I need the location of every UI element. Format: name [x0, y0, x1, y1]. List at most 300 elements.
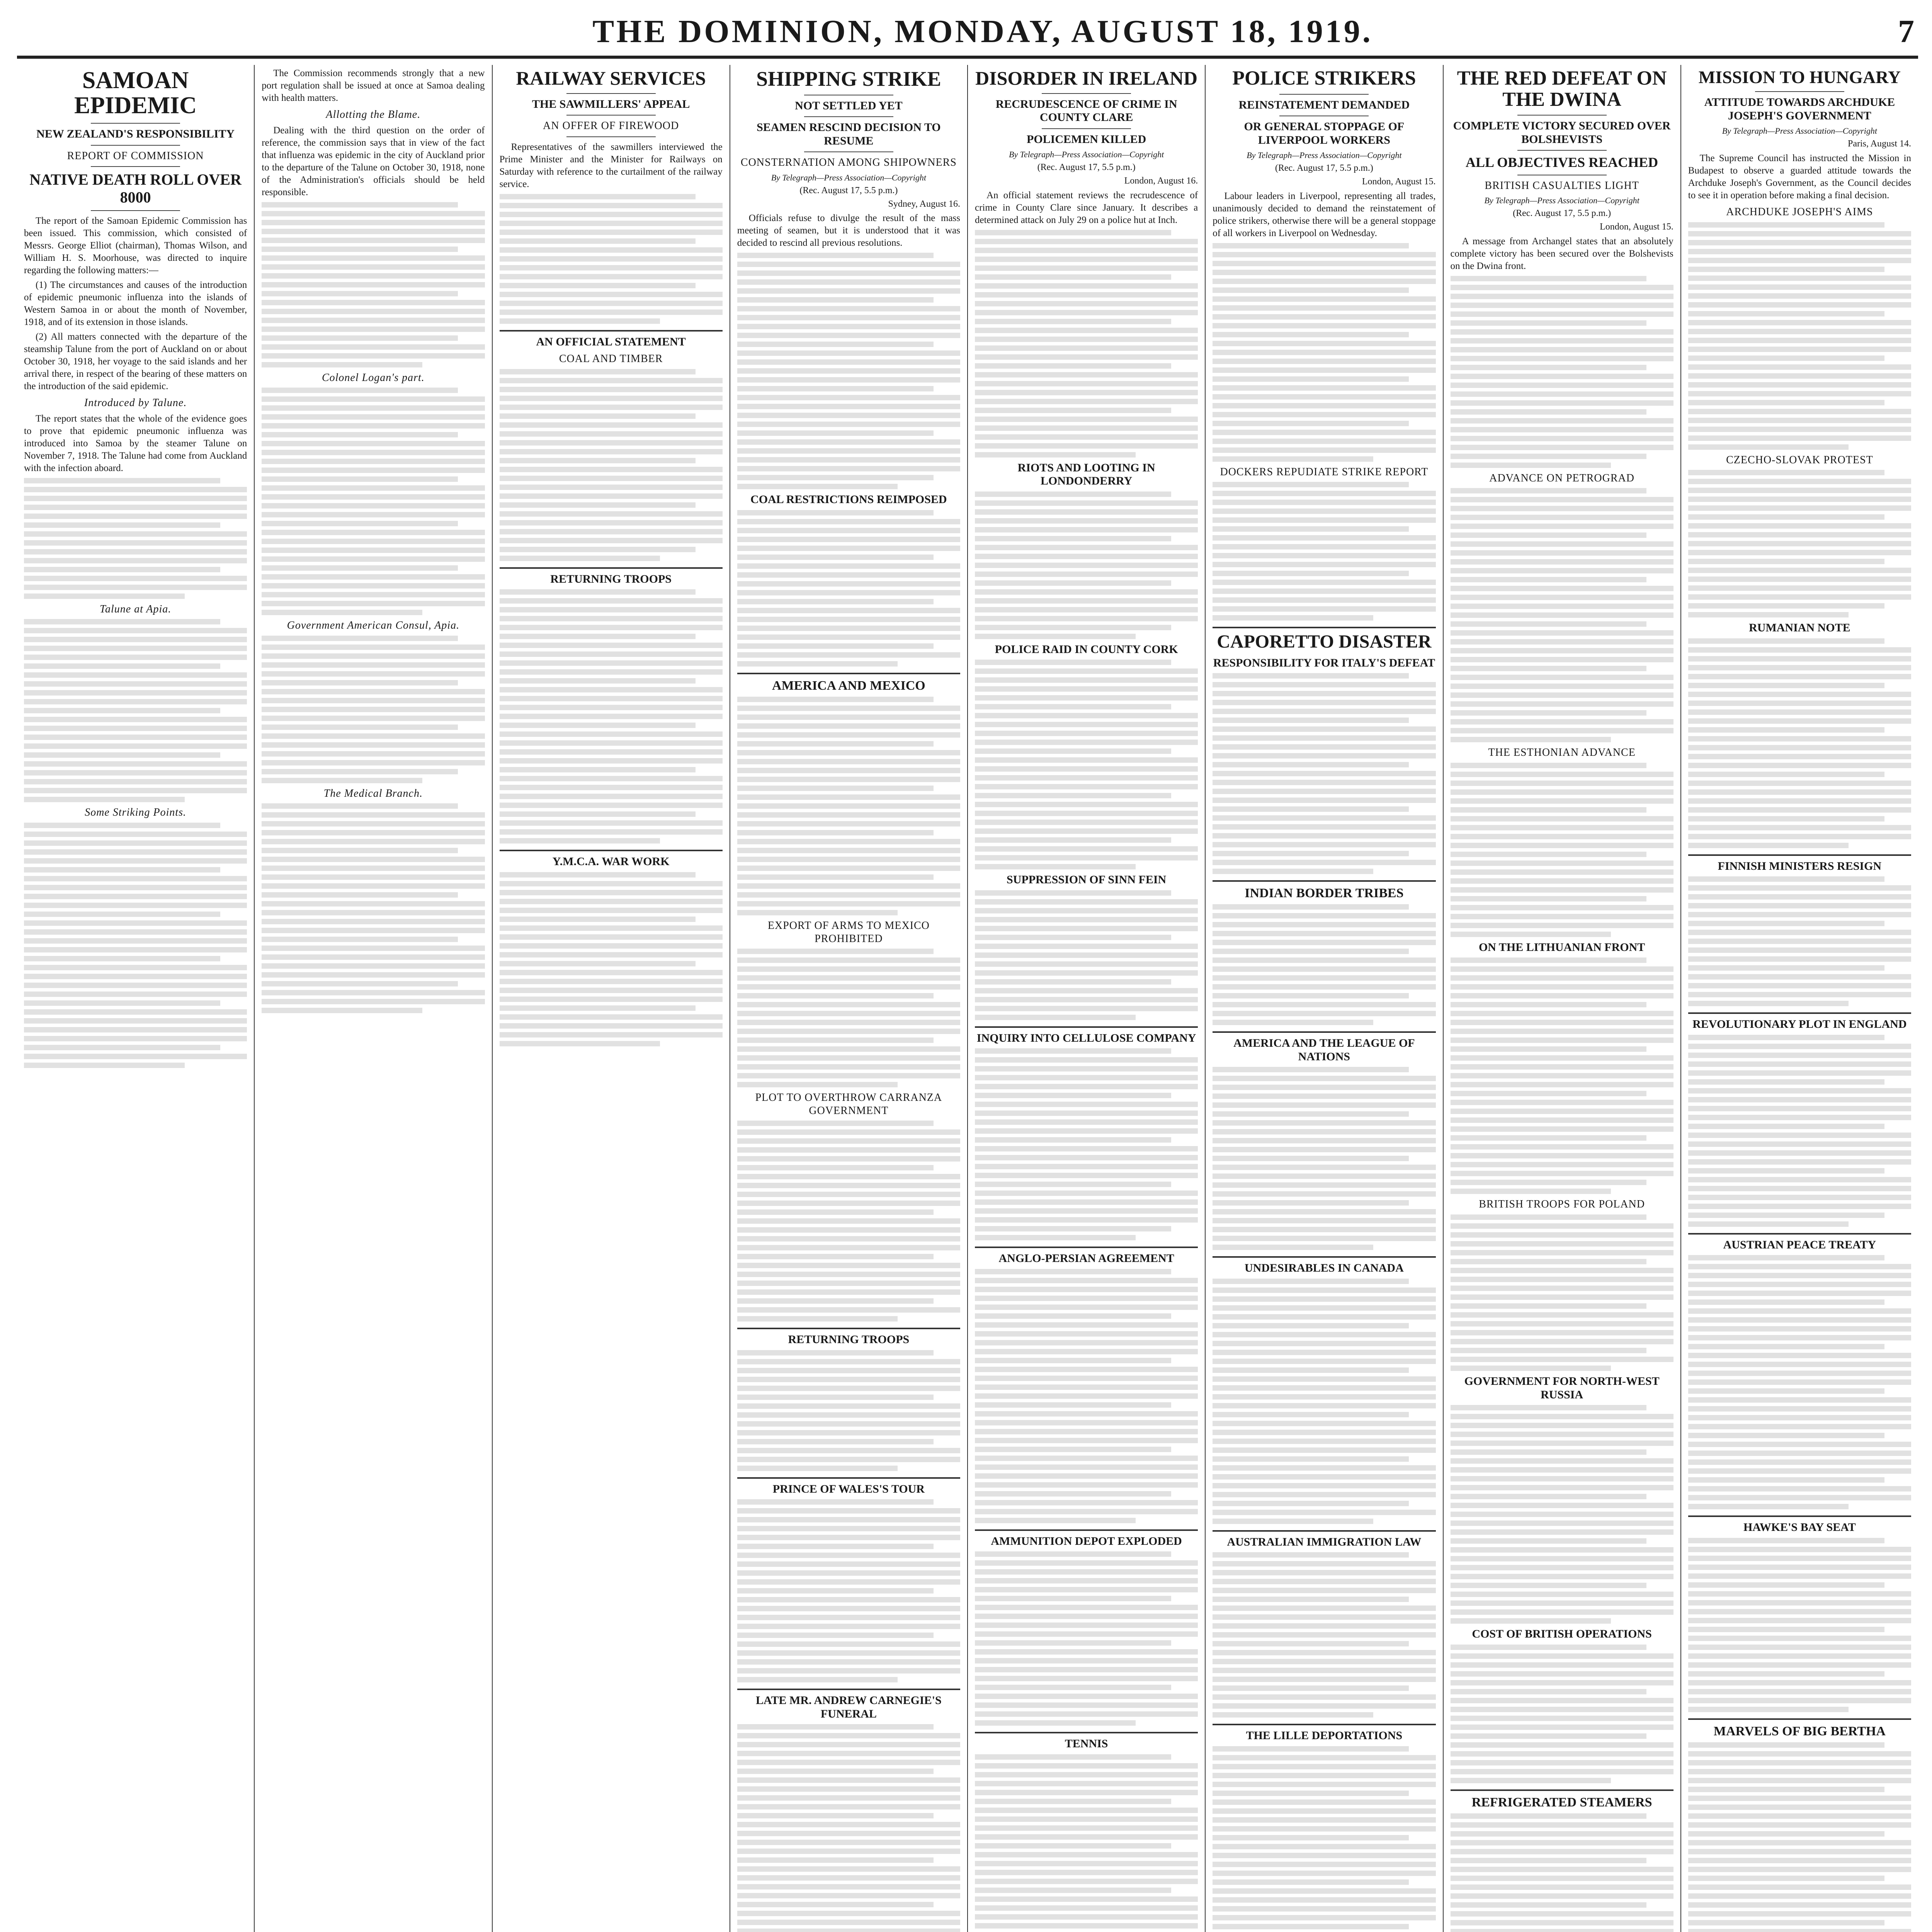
text-line: [1688, 965, 1884, 971]
text-line: [1213, 869, 1373, 874]
text-line: [1688, 912, 1911, 917]
text-line: [737, 1668, 960, 1673]
text-line: [1688, 1751, 1911, 1757]
text-line: [1213, 833, 1435, 838]
text-line: [737, 1307, 960, 1313]
text-line: [975, 1754, 1171, 1760]
subhead-petrograd: ADVANCE ON PETROGRAD: [1489, 472, 1634, 484]
text-line: [262, 972, 485, 978]
text-line: [500, 310, 723, 315]
text-line: [1451, 1189, 1611, 1194]
text-line: [975, 899, 1198, 905]
text-line: [500, 230, 723, 235]
text-line: [737, 1570, 960, 1576]
text-line: [1451, 1414, 1673, 1419]
text-line: [975, 1482, 1198, 1488]
text-line: [1688, 222, 1884, 228]
body-text-block: [1451, 1214, 1673, 1371]
text-line: [500, 785, 723, 790]
text-line: [1688, 1273, 1911, 1278]
text-line: [1451, 798, 1673, 804]
text-line: [1451, 1556, 1673, 1561]
text-line: [24, 876, 247, 881]
text-line: [1213, 1579, 1435, 1584]
text-line: [262, 255, 485, 261]
text-line: [737, 1386, 960, 1391]
text-line: [1688, 638, 1884, 644]
text-line: [262, 892, 458, 898]
article-paragraph: The report states that the whole of the evidence goes to prove that epidemic pneumonic influenza was introduced into Samoa by the steamer Talune on November 7, 1918. The Talune had come from Auckland with the infection aboard.: [24, 413, 247, 473]
text-line: [737, 786, 934, 791]
text-line: [1451, 1902, 1647, 1908]
text-line: [1451, 1529, 1673, 1535]
text-line: [737, 1606, 960, 1611]
text-line: [1451, 1609, 1673, 1615]
text-line: [1451, 1082, 1673, 1087]
section-heading: Colonel Logan's part.: [321, 371, 425, 384]
text-line: [500, 194, 696, 199]
text-line: [975, 1015, 1136, 1020]
headline-aus-immigration: AUSTRALIAN IMMIGRATION LAW: [1227, 1535, 1422, 1548]
text-line: [1213, 323, 1435, 328]
text-line: [737, 590, 960, 595]
text-line: [975, 1518, 1136, 1523]
subhead-not-settled: NOT SETTLED YET: [795, 99, 903, 112]
text-line: [262, 309, 485, 314]
text-line: [737, 1272, 960, 1277]
text-line: [1213, 447, 1435, 453]
text-line: [1451, 1680, 1673, 1685]
text-line: [975, 1358, 1171, 1363]
text-line: [737, 342, 934, 347]
text-line: [737, 439, 960, 445]
text-line: [1688, 1388, 1884, 1394]
text-line: [1451, 463, 1611, 468]
headline-caporetto: CAPORETTO DISASTER: [1217, 631, 1432, 652]
text-line: [1451, 418, 1673, 423]
text-line: [1688, 541, 1911, 546]
text-line: [975, 926, 1198, 931]
text-line: [262, 344, 485, 350]
text-line: [500, 292, 723, 297]
text-line: [975, 390, 1198, 395]
text-line: [1688, 1353, 1911, 1358]
text-line: [1451, 692, 1673, 698]
text-line: [1451, 347, 1673, 352]
text-line: [1688, 1344, 1884, 1349]
text-line: [24, 752, 220, 758]
text-line: [1688, 1124, 1884, 1129]
text-line: [1451, 1760, 1673, 1765]
text-line: [975, 518, 1198, 524]
text-line: [1213, 1296, 1435, 1302]
text-line: [500, 881, 723, 886]
text-line: [262, 910, 485, 915]
text-line: [737, 741, 934, 747]
article-paragraph: An official statement reviews the recrudescence of crime in County Clare since January. It describes a determined attack on July 29 on a police hut at Inch.: [975, 190, 1198, 225]
text-line: [737, 626, 960, 631]
text-line: [1451, 1467, 1673, 1473]
text-line: [1213, 1703, 1435, 1709]
text-line: [262, 476, 458, 482]
text-line: [737, 1857, 934, 1863]
text-line: [975, 1473, 1198, 1479]
subhead-objectives: ALL OBJECTIVES REACHED: [1466, 155, 1658, 170]
text-line: [1213, 606, 1435, 612]
body-text-block: [1688, 1538, 1911, 1712]
text-line: [24, 956, 220, 961]
text-line: [1688, 772, 1884, 777]
headline-tennis: TENNIS: [1065, 1737, 1108, 1750]
text-line: [1213, 296, 1435, 302]
text-line: [500, 899, 723, 904]
text-line: [1451, 932, 1611, 937]
text-line: [975, 1199, 1198, 1205]
text-line: [737, 1350, 934, 1355]
text-line: [975, 589, 1198, 595]
text-line: [1213, 798, 1435, 803]
text-line: [737, 1002, 960, 1007]
text-line: [500, 458, 696, 463]
text-line: [262, 698, 485, 703]
text-line: [1688, 559, 1884, 564]
subhead-casualties: BRITISH CASUALTIES LIGHT: [1485, 179, 1639, 192]
text-line: [737, 1298, 934, 1304]
body-text-block: [737, 510, 960, 667]
text-line: [500, 212, 723, 217]
place-line: London, August 16.: [1124, 175, 1198, 186]
text-line: [737, 404, 960, 409]
text-line: [1688, 1556, 1911, 1561]
text-line: [737, 1046, 960, 1052]
body-text-block: [24, 619, 247, 802]
text-line: [1213, 851, 1409, 856]
text-line: [1213, 1597, 1409, 1602]
text-line: [737, 1439, 934, 1444]
text-line: [500, 265, 723, 270]
text-line: [1451, 374, 1673, 379]
text-line: [975, 668, 1198, 674]
text-line: [737, 1517, 960, 1522]
text-line: [262, 556, 485, 562]
text-line: [975, 1384, 1198, 1390]
text-line: [1451, 1618, 1611, 1624]
text-line: [975, 944, 1198, 949]
text-line: [737, 848, 960, 853]
text-line: [262, 459, 485, 464]
text-line: [1213, 588, 1435, 594]
text-line: [975, 1491, 1171, 1497]
text-line: [500, 678, 696, 684]
text-line: [500, 318, 660, 324]
text-line: [1451, 1073, 1673, 1078]
text-line: [1688, 1680, 1911, 1685]
text-line: [1451, 1565, 1673, 1570]
text-line: [1688, 293, 1911, 299]
text-line: [975, 1438, 1198, 1443]
text-line: [1688, 1742, 1884, 1748]
text-line: [975, 1905, 1198, 1911]
text-line: [975, 239, 1198, 244]
text-line: [1451, 356, 1673, 361]
text-line: [1451, 1929, 1673, 1932]
text-line: [1213, 615, 1373, 621]
section-heading: Introduced by Talune.: [84, 397, 187, 409]
text-line: [737, 617, 960, 622]
text-line: [975, 1084, 1198, 1089]
text-line: [975, 1066, 1198, 1071]
text-line: [975, 1376, 1198, 1381]
text-line: [1213, 1924, 1409, 1929]
text-line: [737, 643, 934, 649]
text-line: [1213, 500, 1435, 505]
text-line: [1688, 427, 1911, 432]
text-line: [1451, 1286, 1673, 1291]
text-line: [737, 1121, 934, 1126]
text-line: [1451, 781, 1673, 786]
text-line: [737, 910, 898, 915]
text-line: [1213, 1773, 1435, 1778]
text-line: [1451, 984, 1673, 990]
text-line: [24, 646, 247, 651]
text-line: [500, 740, 723, 746]
headline-returning-troops: RETURNING TROOPS: [788, 1333, 910, 1346]
text-line: [737, 652, 960, 658]
text-line: [262, 396, 485, 402]
headline-police-strikers: POLICE STRIKERS: [1232, 67, 1416, 89]
text-line: [975, 1605, 1198, 1610]
body-text-block: [1451, 1405, 1673, 1624]
headline-indian-border: INDIAN BORDER TRIBES: [1245, 886, 1404, 901]
text-line: [737, 1751, 960, 1756]
text-line: [1451, 1405, 1647, 1410]
text-line: [737, 1786, 960, 1792]
text-line: [262, 494, 485, 500]
text-line: [1688, 1565, 1911, 1570]
article-paragraph: The Supreme Council has instructed the Mission in Budapest to observe a guarded attitude towards the Archduke Joseph's Government, as the Council decides to see it in operation before making a final decision.: [1688, 153, 1911, 201]
text-line: [262, 432, 458, 437]
body-text-block: [1451, 276, 1673, 468]
text-line: [24, 832, 247, 837]
text-line: [1451, 1002, 1647, 1007]
text-line: [1213, 1552, 1409, 1558]
text-line: [737, 777, 960, 782]
text-line: [262, 335, 458, 341]
headline-ymca: Y.M.C.A. WAR WORK: [552, 855, 670, 868]
text-line: [1688, 1291, 1911, 1296]
text-line: [975, 1763, 1198, 1769]
text-line: [1688, 930, 1911, 935]
text-line: [1688, 1379, 1911, 1385]
text-line: [24, 487, 247, 492]
masthead-title: THE DOMINION, MONDAY, AUGUST 18, 1919.: [592, 14, 1373, 49]
text-line: [737, 546, 960, 551]
text-line: [975, 1217, 1198, 1223]
text-line: [500, 731, 723, 737]
text-line: [1688, 1600, 1911, 1605]
text-line: [1213, 1808, 1435, 1814]
text-line: [1451, 1162, 1673, 1167]
text-line: [975, 1137, 1171, 1143]
headline-railway-services: RAILWAY SERVICES: [516, 67, 706, 89]
text-line: [1451, 1600, 1673, 1606]
text-line: [500, 758, 723, 764]
text-line: [500, 908, 723, 913]
text-line: [500, 660, 723, 666]
text-line: [262, 742, 485, 748]
text-line: [975, 1208, 1198, 1214]
text-line: [1451, 1259, 1647, 1264]
text-line: [975, 802, 1198, 807]
text-line: [975, 1509, 1198, 1514]
text-line: [24, 1036, 247, 1041]
text-line: [1688, 921, 1884, 926]
text-line: [1688, 718, 1911, 724]
text-line: [1213, 1385, 1435, 1391]
text-line: [737, 1209, 934, 1215]
text-line: [1451, 1366, 1611, 1371]
text-line: [975, 1349, 1198, 1354]
text-line: [1213, 1474, 1435, 1480]
text-line: [24, 637, 247, 642]
text-line: [1213, 509, 1435, 514]
text-line: [1451, 1653, 1673, 1659]
headline-big-bertha: MARVELS OF BIG BERTHA: [1713, 1724, 1886, 1738]
text-line: [1213, 1799, 1435, 1805]
text-line: [975, 1560, 1198, 1566]
text-line: [1213, 1712, 1373, 1718]
subhead-responsibility: NEW ZEALAND'S RESPONSIBILITY: [36, 128, 235, 141]
text-line: [737, 1588, 934, 1594]
text-line: [1688, 505, 1911, 511]
text-line: [975, 310, 1198, 315]
text-line: [1451, 666, 1647, 671]
text-line: [1688, 947, 1911, 953]
text-line: [500, 378, 723, 383]
body-text-block: [1213, 243, 1435, 462]
text-line: [737, 1677, 898, 1682]
text-line: [1213, 1510, 1435, 1515]
text-line: [1688, 974, 1911, 980]
text-line: [737, 866, 960, 871]
text-line: [737, 457, 960, 463]
text-line: [1213, 975, 1435, 981]
text-line: [262, 574, 485, 580]
text-line: [1213, 1906, 1435, 1912]
headline-cellulose: INQUIRY INTO CELLULOSE COMPANY: [976, 1031, 1196, 1044]
text-line: [262, 928, 485, 933]
text-line: [975, 1190, 1198, 1196]
text-line: [1451, 1117, 1673, 1123]
text-line: [1213, 1694, 1435, 1700]
text-line: [1688, 1424, 1911, 1429]
text-line: [737, 306, 960, 311]
text-line: [737, 1724, 934, 1730]
text-line: [737, 706, 960, 711]
text-line: [975, 1155, 1198, 1160]
text-line: [737, 634, 960, 640]
body-text-block: [737, 697, 960, 915]
headline-anglo-persian: ANGLO-PERSIAN AGREEMENT: [998, 1252, 1174, 1265]
text-line: [975, 1111, 1198, 1116]
text-line: [1213, 562, 1435, 567]
text-line: [24, 655, 247, 660]
text-line: [1213, 1359, 1435, 1364]
text-line: [1451, 719, 1673, 724]
text-line: [1688, 1088, 1911, 1094]
text-line: [737, 1579, 960, 1585]
text-line: [1451, 1037, 1673, 1043]
subhead-coal-timber: COAL AND TIMBER: [559, 353, 663, 365]
text-line: [1688, 1698, 1911, 1703]
text-line: [1688, 1459, 1911, 1465]
text-line: [975, 855, 1198, 861]
text-line: [1451, 1867, 1673, 1872]
text-line: [1451, 506, 1673, 511]
text-line: [975, 1420, 1198, 1425]
text-line: [975, 1173, 1198, 1178]
text-line: [1451, 488, 1647, 493]
text-line: [1451, 639, 1673, 645]
text-line: [975, 908, 1198, 913]
text-line: [1688, 692, 1911, 697]
text-line: [1213, 1915, 1435, 1920]
text-line: [737, 1218, 960, 1224]
text-line: [1213, 1182, 1435, 1188]
text-line: [737, 270, 960, 276]
text-line: [975, 337, 1198, 342]
text-line: [975, 1551, 1171, 1557]
text-line: [1213, 332, 1409, 337]
text-line: [1451, 1449, 1647, 1455]
text-line: [1213, 314, 1435, 320]
text-line: [1213, 544, 1435, 549]
text-line: [975, 1340, 1198, 1345]
text-line: [737, 253, 934, 258]
text-line: [1688, 355, 1884, 361]
text-line: [24, 628, 247, 633]
text-line: [500, 238, 696, 244]
text-line: [500, 811, 696, 817]
text-line: [1451, 993, 1673, 998]
text-line: [737, 975, 960, 981]
section-heading: Government American Consul, Apia.: [287, 619, 460, 632]
text-line: [1688, 364, 1911, 370]
text-line: [1213, 1173, 1435, 1179]
text-line: [1451, 1046, 1647, 1052]
text-line: [1688, 284, 1911, 290]
text-line: [1213, 1862, 1435, 1867]
text-line: [1213, 762, 1409, 767]
text-line: [1688, 1662, 1911, 1668]
text-line: [1213, 1492, 1435, 1497]
text-line: [737, 554, 934, 560]
text-line: [262, 601, 485, 606]
subhead-sawmillers: THE SAWMILLERS' APPEAL: [532, 97, 690, 111]
text-line: [1213, 1817, 1435, 1823]
text-line: [24, 1009, 247, 1015]
text-line: [975, 425, 1198, 431]
text-line: [1213, 279, 1435, 284]
text-line: [1688, 789, 1911, 795]
text-line: [500, 405, 723, 410]
text-line: [1213, 966, 1435, 972]
text-line: [737, 1804, 960, 1810]
text-line: [1688, 781, 1911, 786]
text-line: [262, 874, 485, 880]
body-text-block: [1213, 1067, 1435, 1250]
text-line: [737, 803, 960, 809]
